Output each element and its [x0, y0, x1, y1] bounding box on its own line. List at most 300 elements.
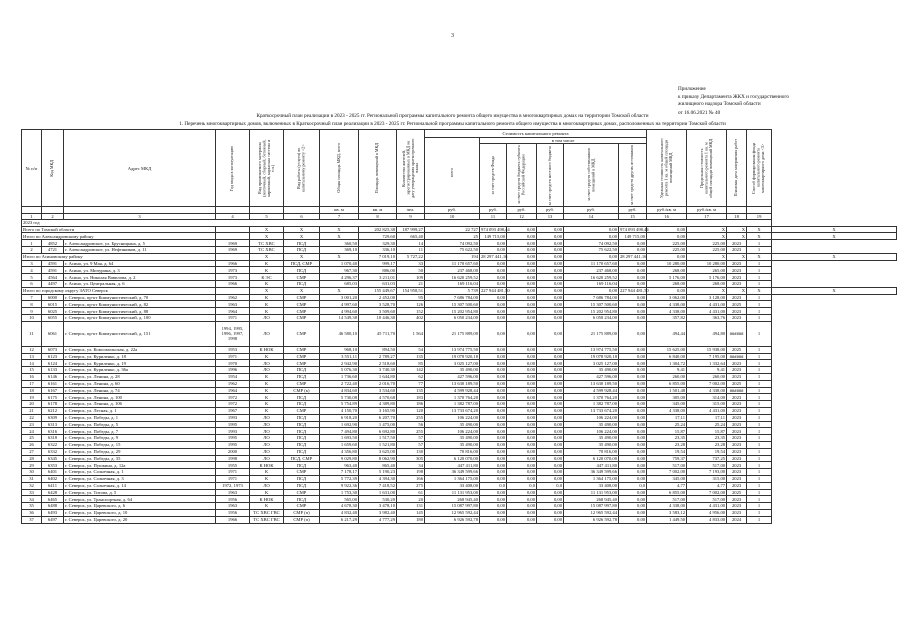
table-cell: 14	[22, 360, 42, 367]
column-number-cell: 8	[359, 213, 397, 219]
table-cell: 7 195,00	[687, 353, 727, 360]
header-cost-group: Стоимость капитального ремонта	[425, 130, 647, 138]
total-cell: 5 727,22	[397, 253, 425, 260]
table-cell: 3 551,11	[320, 353, 359, 360]
total-cell: X	[320, 287, 359, 294]
table-cell: 23,35	[687, 435, 727, 442]
table-cell: 447 411,80	[564, 462, 619, 469]
table-cell: 0,00	[537, 469, 564, 476]
table-cell: 6428	[42, 489, 64, 496]
table-cell: 0,00	[537, 503, 564, 510]
table-cell: СМР (п)	[284, 509, 320, 516]
table-cell: 999,17	[359, 260, 397, 267]
table-cell: СМР	[284, 321, 320, 346]
table-cell: 8 062,90	[359, 455, 397, 462]
total-cell	[216, 287, 250, 294]
table-cell: 1954	[216, 374, 250, 381]
table-cell: 255	[397, 428, 425, 435]
header-code: Код МКД	[42, 130, 64, 207]
table-cell: 0,00	[619, 308, 647, 315]
table-cell: ПСД	[284, 247, 320, 254]
table-cell: 33 408,00	[425, 482, 480, 489]
table-cell: 759,37	[647, 455, 687, 462]
table-cell: 33	[22, 489, 42, 496]
table-cell: 15 938,00	[687, 346, 727, 353]
table-cell: ЛО	[250, 421, 284, 428]
table-cell: 35 490,00	[564, 367, 619, 374]
header-residents: Количество жителей, зарегистрированных в МКД на дату утверждения краткосрочного плана	[397, 130, 425, 207]
table-cell: 16	[22, 374, 42, 381]
table-cell: 315,00	[687, 401, 727, 408]
table-cell: 0,00	[619, 315, 647, 322]
table-cell: 0,0	[507, 482, 537, 489]
table-cell: 3 740,30	[359, 367, 397, 374]
table-cell: 1	[747, 469, 772, 476]
table-cell: 3 025 127,00	[425, 360, 480, 367]
table-cell: К	[250, 408, 284, 415]
table-cell: 5 076,30	[320, 367, 359, 374]
table-cell: 85	[397, 360, 425, 367]
table-cell: 1964	[216, 308, 250, 315]
table-cell: 35 490,00	[425, 421, 480, 428]
table-cell: 180	[397, 516, 425, 523]
table-cell: СМР	[284, 408, 320, 415]
total-cell: 227 944 481,50	[620, 288, 649, 294]
table-cell: 0,00	[537, 367, 564, 374]
total-cell: X	[320, 253, 359, 260]
table-cell: 15 202 954,80	[425, 308, 480, 315]
year-header-row	[22, 219, 897, 226]
table-cell: 225,00	[687, 247, 727, 254]
table-cell: 15,87	[687, 428, 727, 435]
table-cell: 2000	[216, 448, 250, 455]
column-number-cell: 2	[42, 213, 64, 219]
table-cell: 13 733 674,20	[425, 408, 480, 415]
table-cell: 1969	[216, 247, 250, 254]
table-cell: г. Асино, ул. Николая Вавилова, д. 2	[64, 274, 216, 281]
table-cell: 15	[22, 367, 42, 374]
table-cell: 517,00	[647, 462, 687, 469]
table-cell: 0,00	[619, 455, 647, 462]
table-cell: 4564	[42, 274, 64, 281]
table-cell: 7 494,80	[320, 428, 359, 435]
table-cell: г. Северск, ул. Победы, д. 9	[64, 435, 216, 442]
header-num: № п/п	[22, 130, 42, 207]
houses-table	[21, 129, 897, 524]
table-cell: 0,00	[507, 442, 537, 449]
table-cell: 6073	[42, 346, 64, 353]
table-cell: 2023	[727, 482, 747, 489]
table-cell: 135	[397, 387, 425, 394]
header-plan-year: Плановая дата завершения работ	[727, 130, 747, 207]
table-cell: ЛО	[250, 315, 284, 322]
column-number-cell: 16	[647, 213, 687, 219]
table-row	[22, 267, 897, 274]
table-cell: 1995	[216, 435, 250, 442]
table-cell: 0,00	[619, 321, 647, 346]
total-cell: 0,00	[507, 287, 537, 294]
table-cell: 5 190,23	[359, 469, 397, 476]
table-cell: 2023	[727, 421, 747, 428]
table-cell: СМР	[284, 380, 320, 387]
table-cell: 427 596,00	[564, 374, 619, 381]
table-cell: 11	[22, 321, 42, 346]
table-cell: 0,00	[507, 469, 537, 476]
table-cell: 152	[397, 308, 425, 315]
table-cell: г. Северск, пр-кт Коммунистический, д. 70	[64, 294, 216, 301]
table-cell: 0,00	[507, 448, 537, 455]
table-cell: 1973	[216, 267, 250, 274]
table-cell: 0,00	[480, 387, 507, 394]
column-number-cell: 10	[425, 213, 480, 219]
table-cell: 9	[22, 308, 42, 315]
table-cell: г. Александровское, ул. Нефтяников, д. 11	[64, 247, 216, 254]
table-row	[22, 380, 897, 387]
table-cell: 1	[747, 360, 772, 367]
table-cell: 0,00	[619, 353, 647, 360]
table-cell: г. Северск, ул. Куриленко, д. 18	[64, 353, 216, 360]
table-cell: 2023	[727, 401, 747, 408]
table-cell: 0,00	[507, 462, 537, 469]
table-cell: 1	[747, 353, 772, 360]
table-cell: 2024	[727, 516, 747, 523]
total-cell: 0,00	[537, 287, 564, 294]
table-cell: 4 338,00	[647, 408, 687, 415]
table-cell: ПСД	[284, 482, 320, 489]
table-cell: г. Северск, ул. Победы, д. 7	[64, 428, 216, 435]
table-cell: 0,00	[507, 274, 537, 281]
unit-cell: кв. м	[320, 207, 359, 213]
table-cell: 0,00	[619, 401, 647, 408]
table-cell: 0,0	[619, 482, 647, 489]
table-cell: 4 834,60	[320, 387, 359, 394]
table-cell: 13 630 189,50	[425, 380, 480, 387]
column-number-cell: 12	[507, 213, 537, 219]
total-cell: Итого по Асиновскому району	[22, 253, 216, 260]
table-cell: 4 338,00	[687, 387, 727, 394]
table-cell: 9 029,80	[320, 455, 359, 462]
table-cell: СМР (к)	[284, 387, 320, 394]
table-cell: 4 599 928,44	[564, 387, 619, 394]
table-cell: СМР	[284, 503, 320, 510]
total-cell: 0,00	[507, 253, 537, 260]
table-cell: 11	[397, 247, 425, 254]
table-cell: 0,00	[507, 475, 537, 482]
table-cell: 46 580,10	[320, 321, 359, 346]
table-cell: 260,00	[687, 374, 727, 381]
table-cell: 4721	[42, 247, 64, 254]
total-cell: 0,00	[537, 233, 564, 240]
table-cell: 275	[397, 482, 425, 489]
table-cell: 0,00	[507, 353, 537, 360]
total-cell: 0,00	[647, 287, 687, 294]
table-cell: 1	[747, 281, 772, 288]
table-cell: 1 501,48	[647, 387, 687, 394]
total-cell: X	[284, 233, 320, 240]
table-cell: 2023	[727, 509, 747, 516]
total-cell: Итого по городскому округу ЗАТО Северск	[22, 287, 216, 294]
table-cell: 6488	[42, 503, 64, 510]
table-cell: 1971	[216, 475, 250, 482]
table-cell: 0,00	[537, 301, 564, 308]
table-cell: 3 509,60	[359, 308, 397, 315]
table-cell: 1993	[216, 414, 250, 421]
table-cell: 126	[397, 301, 425, 308]
table-cell: 21 175 889,00	[425, 321, 480, 346]
table-cell: 1996	[216, 367, 250, 374]
table-cell: г. Северск, ул. Победы, д. 15	[64, 442, 216, 449]
total-cell: X	[772, 226, 897, 233]
table-cell: 9,41	[687, 367, 727, 374]
total-cell: 0,00	[647, 233, 687, 240]
table-cell: 0,00	[480, 435, 507, 442]
table-row	[22, 260, 897, 267]
table-cell: 15 307 500,60	[564, 301, 619, 308]
table-cell: 0,00	[507, 301, 537, 308]
table-cell: 9,41	[647, 367, 687, 374]
table-cell: 4 431,00	[687, 301, 727, 308]
table-cell: 4 956,00	[687, 509, 727, 516]
table-cell: 35 490,00	[425, 435, 480, 442]
table-cell: 3 062,00	[647, 294, 687, 301]
table-cell: 427 596,00	[425, 374, 480, 381]
table-cell: 1967	[216, 408, 250, 415]
table-cell: г. Северск, ул. Ленина, д. 60	[64, 380, 216, 387]
table-cell: 517,00	[647, 496, 687, 503]
total-cell: X	[747, 287, 772, 294]
table-cell: 225,00	[647, 247, 687, 254]
table-cell: 15 087 997,80	[425, 503, 480, 510]
table-cell: 6 926 592,78	[564, 516, 619, 523]
table-cell: 494,44	[647, 321, 687, 346]
table-cell: 1	[747, 496, 772, 503]
table-cell: 2023	[727, 315, 747, 322]
table-cell: 2023	[727, 414, 747, 421]
table-cell: 0,00	[537, 435, 564, 442]
table-cell: 17,11	[687, 414, 727, 421]
table-cell: 19	[22, 394, 42, 401]
table-cell: 19,54	[647, 448, 687, 455]
table-cell: 1	[747, 387, 772, 394]
appendix-line: к приказу Департамента ЖКХ и государственного	[678, 93, 789, 100]
table-cell: ЛО	[250, 428, 284, 435]
table-cell: ЛО	[250, 455, 284, 462]
table-cell: 447 411,80	[425, 462, 480, 469]
table-cell: 1	[747, 421, 772, 428]
total-cell	[216, 233, 250, 240]
table-cell: 35 490,00	[425, 442, 480, 449]
table-cell: 0,00	[480, 414, 507, 421]
table-cell: 57	[397, 442, 425, 449]
table-cell: 0,00	[537, 360, 564, 367]
table-cell: 2	[22, 247, 42, 254]
table-cell: 0,00	[537, 321, 564, 346]
table-cell: К НОК	[250, 462, 284, 469]
table-cell: ПСД	[284, 267, 320, 274]
table-cell: ПСД	[284, 475, 320, 482]
table-cell: г. Северск, ул. Солнечная, д. 3	[64, 475, 216, 482]
table-cell: ПСД	[284, 401, 320, 408]
table-cell: 2023	[727, 496, 747, 503]
table-cell: 3	[22, 260, 42, 267]
table-cell: 13 974 775,50	[564, 346, 619, 353]
table-cell: 2023	[727, 308, 747, 315]
table-cell: 314,00	[687, 394, 727, 401]
table-cell: 345,00	[647, 475, 687, 482]
table-cell: ТС ХВС ГВС	[250, 516, 284, 523]
table-cell: 865,40	[359, 462, 397, 469]
table-cell: 0,00	[480, 401, 507, 408]
table-cell: 0,00	[507, 489, 537, 496]
table-cell: 1 517,50	[359, 435, 397, 442]
column-number-cell: 9	[397, 213, 425, 219]
table-cell: СМР (п)	[284, 516, 320, 523]
table-cell: К	[250, 503, 284, 510]
table-cell: 2 722,40	[320, 380, 359, 387]
total-cell: 28 297 441,16	[620, 254, 647, 260]
table-cell: 1966	[216, 516, 250, 523]
table-cell: 0,00	[537, 274, 564, 281]
table-cell: ПСД	[284, 240, 320, 247]
table-cell: 1	[747, 308, 772, 315]
table-cell: 24	[22, 428, 42, 435]
table-cell: 6345	[42, 455, 64, 462]
table-cell: 1	[747, 435, 772, 442]
table-cell: 0,00	[619, 442, 647, 449]
table-cell: 0,00	[537, 394, 564, 401]
table-cell: 0,00	[480, 489, 507, 496]
table-cell: 13 974 775,50	[425, 346, 480, 353]
table-cell: г. Северск, ул. Куриленко, д. 19	[64, 360, 216, 367]
table-cell: 4 296,37	[320, 274, 359, 281]
table-cell: 21	[397, 281, 425, 288]
table-cell: 25,24	[647, 421, 687, 428]
table-cell: 2025	[727, 346, 747, 353]
table-cell: 77	[397, 380, 425, 387]
table-cell: 0,00	[480, 367, 507, 374]
table-row	[22, 274, 897, 281]
table-cell: г. Северск, ул. Победы, д. 5	[64, 421, 216, 428]
table-row	[22, 496, 897, 503]
table-cell: 305	[397, 455, 425, 462]
table-cell: 4 394,30	[359, 475, 397, 482]
table-cell: 315,00	[687, 475, 727, 482]
table-cell: 1	[747, 321, 772, 346]
header-incl: в том числе	[480, 138, 647, 144]
table-cell: 3 625,00	[359, 448, 397, 455]
table-cell: 75 622,50	[564, 247, 619, 254]
table-cell: 0,00	[619, 516, 647, 523]
table-cell: 0,00	[480, 428, 507, 435]
table-cell: 0,00	[507, 360, 537, 367]
table-cell: г. Асино, ул. Центральная, д. 6	[64, 281, 216, 288]
header-address: Адрес МКД	[64, 130, 216, 207]
table-row	[22, 516, 897, 523]
table-cell: 0,00	[619, 360, 647, 367]
table-cell: 4591	[42, 267, 64, 274]
table-cell: 1	[747, 509, 772, 516]
table-cell: 1 449,50	[647, 516, 687, 523]
table-cell: ПСД	[284, 281, 320, 288]
table-cell: 0,00	[619, 380, 647, 387]
table-cell: ЛО	[250, 435, 284, 442]
table-cell: 7 193,00	[687, 469, 727, 476]
table-cell: г. Северск, ул. Ленина, д. 28	[64, 374, 216, 381]
table-cell: 23,28	[647, 442, 687, 449]
table-cell: 0,00	[619, 503, 647, 510]
header-unit-cost: Удельная стоимость капитального ремонта 1 кв. м общей площади помещений МКД	[647, 130, 687, 207]
table-cell: 1	[747, 408, 772, 415]
table-cell: 363,76	[687, 315, 727, 322]
table-cell: 2023	[727, 260, 747, 267]
table-cell: 369,10	[320, 247, 359, 254]
table-cell: 0,00	[480, 408, 507, 415]
table-cell: 35 490,00	[564, 421, 619, 428]
unit-cell: руб./кв. м	[687, 207, 727, 213]
table-cell: 20	[397, 496, 425, 503]
table-cell: 2023	[727, 462, 747, 469]
table-cell: 685,03	[320, 281, 359, 288]
table-cell: 0,00	[537, 421, 564, 428]
table-cell: г. Северск, ул. Куриленко, д. 36а	[64, 367, 216, 374]
table-cell: 6025	[42, 308, 64, 315]
table-cell: 0,00	[537, 374, 564, 381]
table-cell: 2023	[727, 435, 747, 442]
table-cell: 7 002,00	[687, 380, 727, 387]
table-cell: 198	[397, 469, 425, 476]
unit-cell: руб.	[507, 207, 537, 213]
table-cell: 268 945,40	[425, 496, 480, 503]
table-cell: 0,00	[507, 496, 537, 503]
column-number-cell: 7	[320, 213, 359, 219]
table-cell: 0,00	[619, 408, 647, 415]
table-cell: 0,00	[507, 380, 537, 387]
table-cell: ПСД	[284, 367, 320, 374]
table-row	[22, 448, 897, 455]
table-cell: 7 686 784,00	[564, 294, 619, 301]
table-cell: 225,00	[647, 240, 687, 247]
table-cell: 4,77	[647, 482, 687, 489]
table-cell: К	[250, 475, 284, 482]
table-cell: 0,00	[507, 408, 537, 415]
table-cell: 15 625,00	[647, 346, 687, 353]
table-cell: 14 549,38	[320, 315, 359, 322]
table-cell: 5 772,39	[320, 475, 359, 482]
table-cell: 0,00	[480, 496, 507, 503]
table-cell: 4852	[42, 240, 64, 247]
header-wall-material: Вид применяемого материала (ленточный, сборный, бетонный, кирпичный, каркасная система и т.п.)	[250, 130, 284, 207]
total-cell: X	[320, 233, 359, 240]
table-cell: 13	[22, 353, 42, 360]
table-cell: 25,24	[687, 421, 727, 428]
table-row	[22, 475, 897, 482]
table-cell: 255	[397, 414, 425, 421]
table-cell: г. Северск, ул. Солнечная, д. 1	[64, 469, 216, 476]
table-cell: 6	[22, 281, 42, 288]
table-cell: 6061	[42, 321, 64, 346]
table-cell: 6146	[42, 374, 64, 381]
table-cell: 268,00	[687, 281, 727, 288]
table-cell: 16 620 259,52	[425, 274, 480, 281]
table-cell: 0,00	[480, 442, 507, 449]
appendix-line: Приложение	[678, 86, 706, 92]
table-cell: 0,00	[537, 462, 564, 469]
table-cell: 0,00	[619, 469, 647, 476]
table-cell: 0,00	[507, 503, 537, 510]
table-cell: 6167	[42, 387, 64, 394]
table-cell: 0,00	[537, 294, 564, 301]
table-cell: 1	[747, 380, 772, 387]
